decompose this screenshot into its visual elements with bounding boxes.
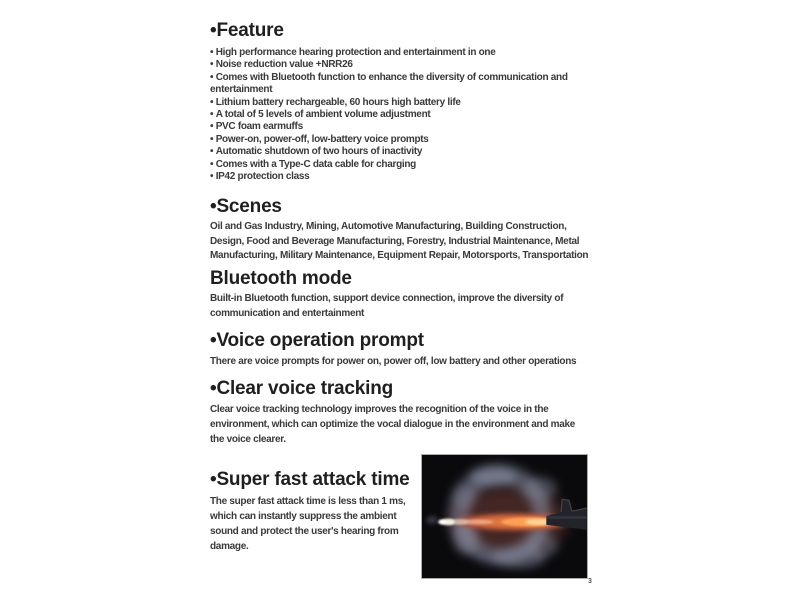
muzzle-flash-image	[422, 455, 587, 578]
list-item: • IP42 protection class	[210, 171, 590, 183]
muzzle-flash-photo	[421, 454, 588, 579]
attack-time-heading: •Super fast attack time	[210, 468, 410, 490]
list-item: • A total of 5 levels of ambient volume adjustment	[210, 109, 590, 121]
list-item: • Automatic shutdown of two hours of inactivity	[210, 146, 590, 158]
section-bluetooth-mode	[210, 269, 590, 321]
bluetooth-mode-heading: Bluetooth mode	[210, 268, 352, 290]
scenes-body: Oil and Gas Industry, Mining, Automotive Manufacturing, Building Construction, Design, Food and Beverage Manufacturing, Forestry, Industrial Maintenance, Metal Manufacturing, Military Maintenance, Equipment Repair, Motorsports, Transportation	[210, 221, 589, 261]
voice-prompt-body: There are voice prompts for power on, power off, low battery and other operations	[210, 356, 577, 368]
page-number: 3	[588, 578, 592, 585]
section-voice-operation-prompt	[210, 331, 590, 370]
voice-tracking-heading: •Clear voice tracking	[210, 377, 394, 399]
list-item: • High performance hearing protection and entertainment in one	[210, 47, 590, 59]
section-clear-voice-tracking	[210, 379, 590, 447]
list-item: • Lithium battery rechargeable, 60 hours high battery life	[210, 97, 590, 109]
list-item: • Power-on, power-off, low-battery voice prompts	[210, 134, 590, 146]
section-feature	[210, 21, 590, 183]
scenes-heading: •Scenes	[210, 196, 282, 218]
list-item: • Comes with a Type-C data cable for charging	[210, 159, 590, 171]
list-item: • PVC foam earmuffs	[210, 121, 590, 133]
voice-tracking-body: Clear voice tracking technology improves the recognition of the voice in the environment, which can optimize the vocal dialogue in the environment and make the voice clearer.	[210, 403, 576, 445]
list-item: • Comes with Bluetooth function to enhance the diversity of communication and entertainment	[210, 72, 590, 97]
section-scenes	[210, 197, 590, 263]
list-item: • Noise reduction value +NRR26	[210, 59, 590, 71]
voice-prompt-heading: •Voice operation prompt	[210, 330, 424, 352]
feature-heading: •Feature	[210, 20, 284, 41]
attack-time-body: The super fast attack time is less than 1 ms, which can instantly suppress the ambient sound and protect the user's hearing from damage.	[210, 495, 406, 552]
feature-list	[210, 47, 590, 183]
bluetooth-mode-body: Built-in Bluetooth function, support device connection, improve the diversity of communication and entertainment	[210, 293, 564, 319]
